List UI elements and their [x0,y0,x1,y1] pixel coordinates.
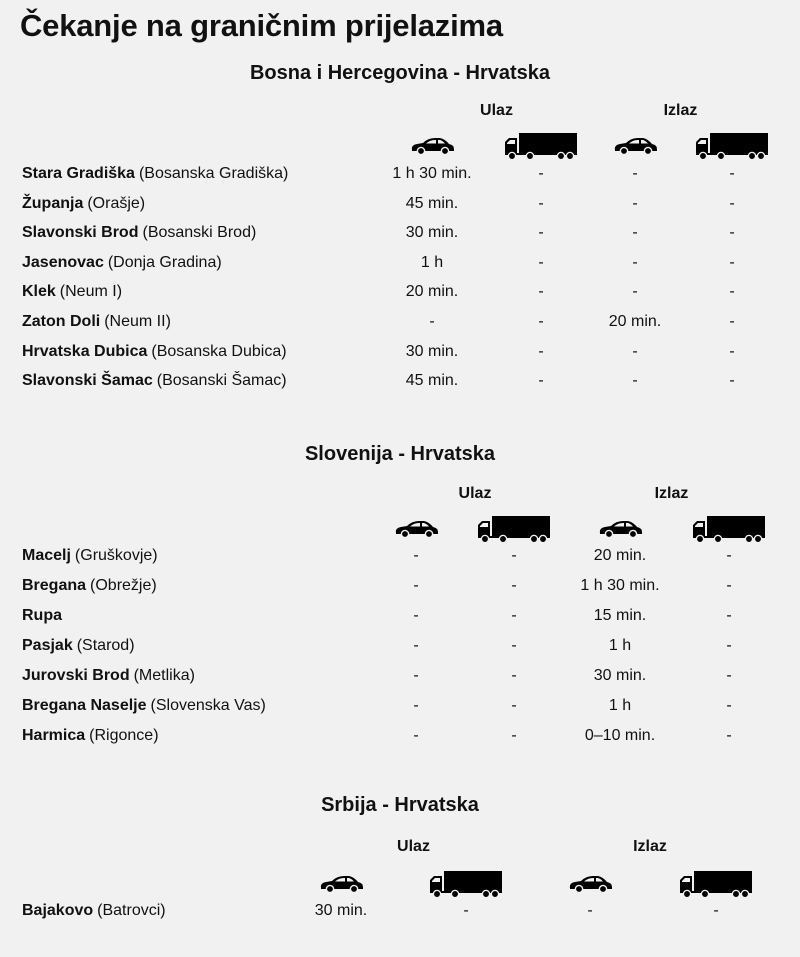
crossing-name-primary: Rupa [22,607,62,624]
izlaz-car-wait: 1 h 30 min. [580,577,660,594]
izlaz-car-wait: - [632,224,638,242]
crossing-name [22,313,171,331]
ulaz-car-wait: - [413,577,419,594]
izlaz-truck-wait: - [726,727,732,744]
table-row [0,577,800,607]
izlaz-label: Izlaz [633,838,667,855]
crossing-name-alt: (Metlika) [133,667,195,684]
ulaz-car-wait: 45 min. [405,372,459,390]
izlaz-car-wait: 30 min. [593,667,647,684]
truck-column-header [503,132,579,160]
car-column-header [612,136,658,156]
page-title: Čekanje na graničnim prijelazima [20,8,503,43]
izlaz-label: Izlaz [654,485,689,502]
ulaz-car-wait: 30 min. [314,902,368,919]
ulaz-label: Ulaz [480,102,513,119]
izlaz-truck-wait: - [726,697,732,714]
crossing-name-primary: Jasenovac [22,253,104,271]
crossing-name [22,697,266,715]
izlaz-car-wait: - [632,372,638,390]
ulaz-car-wait: 20 min. [405,283,459,301]
crossing-name-primary: Pasjak [22,637,73,654]
ulaz-car-wait: - [413,547,419,564]
car-icon [409,136,455,156]
izlaz-truck-wait: - [729,283,735,301]
crossing-name-alt: (Gruškovje) [74,547,158,564]
crossing-name [22,637,135,655]
ulaz-truck-wait: - [511,667,517,684]
table-row [0,697,800,727]
ulaz-truck-wait: - [538,342,544,360]
ulaz-car-wait: - [413,727,419,744]
izlaz-truck-wait: - [729,253,735,271]
ulaz-truck-wait: - [538,194,544,212]
izlaz-car-wait: - [632,283,638,301]
section-title: Srbija - Hrvatska [321,794,479,816]
table-row [0,372,800,402]
crossing-name [22,727,159,745]
car-column-header [393,519,439,539]
izlaz-car-wait: 20 min. [608,313,662,330]
crossing-name-primary: Stara Gradiška [22,165,135,182]
crossing-name [22,577,157,595]
ulaz-truck-wait: - [538,372,544,390]
izlaz-car-wait: 15 min. [593,607,647,624]
crossing-name [22,607,62,625]
table-row [0,195,800,225]
crossing-name-primary: Jurovski Brod [22,667,130,684]
izlaz-truck-wait: - [726,577,732,594]
crossing-name-alt: (Neum II) [104,313,171,330]
truck-column-header [691,515,767,543]
table-row [0,607,800,637]
truck-column-header [678,870,754,898]
ulaz-label: Ulaz [458,485,492,502]
ulaz-truck-wait: - [511,547,517,564]
crossing-name-alt: (Rigonce) [89,727,159,744]
crossing-name [22,372,287,390]
izlaz-truck-wait: - [729,313,735,330]
truck-icon [476,515,552,543]
ulaz-car-wait: - [413,607,419,624]
table-row [0,637,800,667]
ulaz-car-wait: - [413,697,419,714]
crossing-name [22,283,122,301]
ulaz-truck-wait: - [538,283,544,301]
crossing-name-primary: Macelj [22,547,71,564]
car-icon [567,874,613,894]
crossing-name-primary: Harmica [22,727,86,744]
izlaz-truck-wait: - [729,194,735,212]
ulaz-car-wait: - [413,667,419,684]
car-icon [597,519,643,539]
izlaz-label: Izlaz [663,102,698,119]
crossing-name-primary: Zaton Doli [22,313,101,330]
izlaz-car-wait: - [632,253,638,271]
izlaz-truck-wait: - [729,165,735,182]
crossing-name-alt: (Batrovci) [97,902,166,919]
crossing-name-alt: (Slovenska Vas) [150,697,266,714]
crossing-name [22,195,145,213]
table-row [0,902,800,932]
crossing-name-alt: (Bosanska Dubica) [151,342,287,360]
section-title: Bosna i Hercegovina - Hrvatska [249,62,551,84]
izlaz-truck-wait: - [729,372,735,390]
izlaz-truck-wait: - [713,902,719,919]
car-column-header [409,136,455,156]
car-icon [612,136,658,156]
izlaz-truck-wait: - [729,224,735,242]
ulaz-car-wait: 45 min. [405,194,459,212]
izlaz-truck-wait: - [726,637,732,654]
izlaz-car-wait: - [587,902,593,919]
izlaz-car-wait: - [632,165,638,182]
crossing-name-alt: (Obrežje) [90,577,157,594]
crossing-name-alt: (Starod) [76,637,135,654]
table-row [0,727,800,757]
izlaz-car-wait: - [632,342,638,360]
ulaz-truck-wait: - [538,165,544,182]
crossing-name-primary: Bregana Naselje [22,697,147,714]
izlaz-car-wait: 1 h [608,697,632,714]
ulaz-truck-wait: - [511,577,517,594]
table-row [0,343,800,373]
car-column-header [318,874,364,894]
crossing-name-primary: Bregana [22,577,87,594]
ulaz-label: Ulaz [397,838,430,855]
crossing-name-primary: Bajakovo [22,902,94,919]
table-row [0,313,800,343]
ulaz-truck-wait: - [511,637,517,654]
truck-column-header [428,870,504,898]
crossing-name-alt: (Donja Gradina) [107,253,222,271]
ulaz-car-wait: 30 min. [405,342,459,360]
izlaz-truck-wait: - [726,667,732,684]
truck-icon [678,870,754,898]
izlaz-car-wait: 0–10 min. [584,727,656,744]
crossing-name-primary: Županja [22,194,84,212]
crossing-name-primary: Hrvatska Dubica [22,342,148,360]
izlaz-truck-wait: - [729,342,735,360]
crossing-name [22,902,166,920]
car-icon [393,519,439,539]
crossing-name [22,254,222,272]
crossing-name [22,547,158,565]
ulaz-truck-wait: - [538,224,544,242]
ulaz-car-wait: - [429,313,435,330]
table-row [0,667,800,697]
izlaz-truck-wait: - [726,547,732,564]
crossing-name [22,343,287,361]
table-row [0,165,800,195]
truck-column-header [694,132,770,160]
ulaz-car-wait: 1 h [420,253,444,271]
truck-column-header [476,515,552,543]
ulaz-car-wait: 1 h 30 min. [392,165,472,182]
crossing-name-alt: (Neum I) [59,283,123,301]
ulaz-truck-wait: - [511,727,517,744]
ulaz-truck-wait: - [463,902,469,919]
ulaz-truck-wait: - [511,607,517,624]
truck-icon [691,515,767,543]
crossing-name-primary: Slavonski Šamac [22,372,153,390]
ulaz-car-wait: 30 min. [405,224,459,242]
izlaz-car-wait: - [632,194,638,212]
crossing-name-primary: Slavonski Brod [22,224,139,242]
izlaz-truck-wait: - [726,607,732,624]
car-icon [318,874,364,894]
izlaz-car-wait: 1 h [608,637,632,654]
izlaz-car-wait: 20 min. [593,547,647,564]
ulaz-truck-wait: - [511,697,517,714]
table-row [0,224,800,254]
car-column-header [567,874,613,894]
crossing-name-alt: (Bosanski Brod) [142,224,257,242]
crossing-name [22,165,288,183]
ulaz-truck-wait: - [538,313,544,330]
table-row [0,254,800,284]
truck-icon [428,870,504,898]
truck-icon [503,132,579,160]
section-title: Slovenija - Hrvatska [304,443,496,465]
truck-icon [694,132,770,160]
table-row [0,283,800,313]
crossing-name [22,224,256,242]
ulaz-car-wait: - [413,637,419,654]
crossing-name-primary: Klek [22,283,56,301]
crossing-name-alt: (Bosanska Gradiška) [138,165,289,182]
crossing-name-alt: (Bosanski Šamac) [156,372,287,390]
crossing-name [22,667,195,685]
ulaz-truck-wait: - [538,253,544,271]
crossing-name-alt: (Orašje) [87,194,146,212]
car-column-header [597,519,643,539]
table-row [0,547,800,577]
